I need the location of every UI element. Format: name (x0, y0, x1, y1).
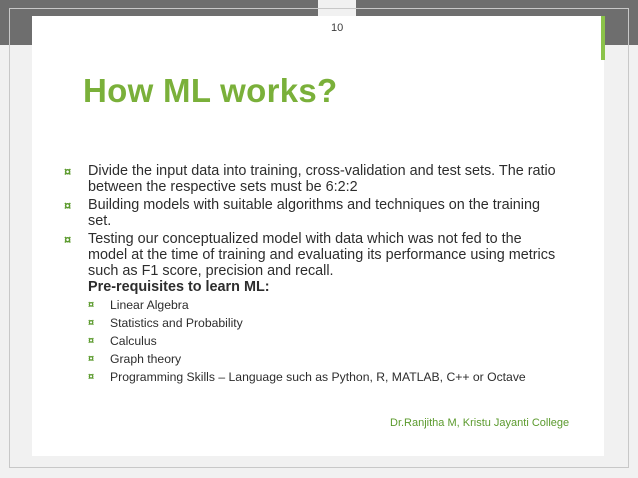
prereq-heading: Pre-requisites to learn ML: (88, 279, 270, 295)
prereq-item (88, 316, 564, 331)
bullet-item (64, 231, 564, 295)
bullet-text: Divide the input data into training, cross-validation and test sets. The ratio between the respective sets must be 6:2:2 (88, 163, 556, 195)
bullet-icon: ¤ (64, 198, 72, 213)
footer-credit: Dr.Ranjitha M, Kristu Jayanti College (390, 417, 570, 429)
prereq-text: Calculus (110, 334, 157, 348)
page-number: 10 (331, 22, 344, 34)
prereq-text: Linear Algebra (110, 298, 189, 312)
accent-bar (601, 16, 605, 60)
bullet-icon: ¤ (88, 335, 95, 347)
bullet-icon: ¤ (88, 299, 95, 311)
bullet-text: Testing our conceptualized model with data which was not fed to the model at the time of training and evaluating its performance using metrics such as F1 score, precision and recall. (88, 231, 556, 279)
prereq-item (88, 298, 564, 313)
prereq-text: Statistics and Probability (110, 316, 243, 330)
bullet-icon: ¤ (88, 353, 95, 365)
bullet-icon: ¤ (88, 371, 95, 383)
bullet-text: Building models with suitable algorithms and techniques on the training set. (88, 197, 540, 229)
slide-title: How ML works? (83, 72, 338, 109)
bullet-icon: ¤ (64, 164, 72, 179)
bullet-item (64, 163, 564, 195)
bullet-icon: ¤ (88, 317, 95, 329)
prereq-item (88, 370, 530, 385)
prereq-item (88, 352, 564, 367)
prereq-text: Graph theory (110, 352, 182, 366)
bullet-icon: ¤ (64, 232, 72, 247)
prereq-item (88, 334, 564, 349)
prereq-text: Programming Skills – Language such as Python, R, MATLAB, C++ or Octave (110, 370, 526, 384)
bullet-list (64, 163, 564, 385)
bullet-item (64, 197, 564, 229)
prereq-list (88, 298, 564, 385)
